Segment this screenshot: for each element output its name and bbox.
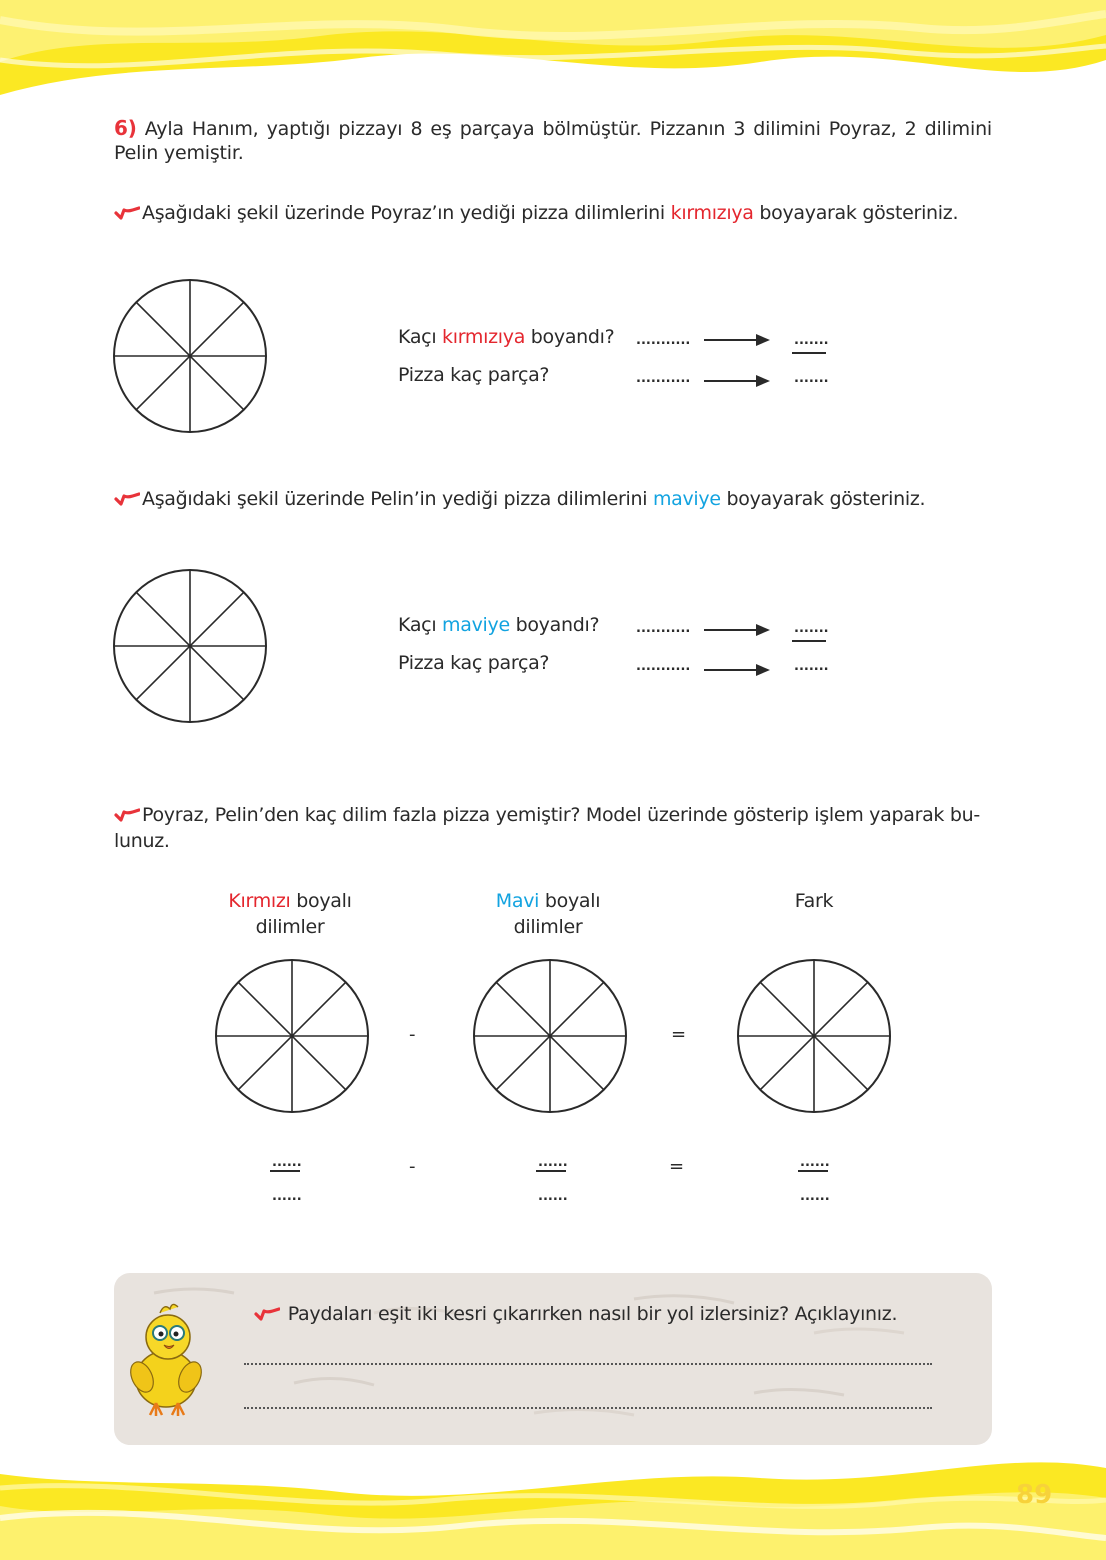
fraction-bar (792, 640, 826, 642)
chick-mascot-icon (122, 1299, 210, 1419)
bottom-wave-decoration (0, 1448, 1106, 1560)
fraction-denominator-blank[interactable]: ....... (794, 659, 829, 674)
checkmark-icon (114, 806, 140, 822)
reflection-box (114, 1273, 992, 1445)
column-header-difference: Fark (794, 890, 834, 912)
pizza-poyraz[interactable] (112, 278, 268, 434)
fraction-numerator-blank[interactable]: ....... (794, 621, 829, 636)
texture-decoration (114, 1273, 992, 1445)
arrow-right-icon (704, 374, 770, 388)
arrow-right-icon (704, 333, 770, 347)
fraction-numerator-blank[interactable]: ....... (794, 333, 829, 348)
question-row-blue-count: Kaçı maviye boyandı? (398, 614, 600, 636)
arrow-right-icon (704, 663, 770, 677)
arrow-right-icon (704, 623, 770, 637)
fraction-denominator-blank[interactable]: ...... (800, 1189, 830, 1204)
fraction-bar (270, 1170, 300, 1172)
fraction-numerator-blank[interactable]: ...... (800, 1155, 830, 1170)
pizza-red-slices[interactable] (214, 958, 370, 1114)
answer-blank[interactable]: ........... (636, 371, 691, 386)
equals-sign: = (669, 1156, 685, 1177)
question-row-red-count: Kaçı kırmızıya boyandı? (398, 326, 615, 348)
fraction-bar (792, 352, 826, 354)
checkmark-icon (254, 1305, 280, 1321)
checkmark-icon (114, 204, 140, 220)
answer-blank[interactable]: ........... (636, 333, 691, 348)
fraction-denominator-blank[interactable]: ....... (794, 371, 829, 386)
equals-sign: = (671, 1024, 687, 1045)
pizza-blue-slices[interactable] (472, 958, 628, 1114)
instruction-pelin: Aşağıdaki şekil üzerinde Pelin’in yediği pizza dilimlerini maviye boyayarak gösteriniz. (114, 488, 925, 510)
question-number: 6) (114, 116, 137, 140)
question-row-total-pieces: Pizza kaç parça? (398, 364, 550, 386)
minus-sign: - (409, 1024, 416, 1045)
instruction-poyraz: Aşağıdaki şekil üzerinde Poyraz’ın yediği pizza dilimlerini kırmızıya boyayarak gösteriniz. (114, 202, 958, 224)
fraction-numerator-blank[interactable]: ...... (272, 1155, 302, 1170)
fraction-denominator-blank[interactable]: ...... (272, 1189, 302, 1204)
column-header-red: Kırmızı boyalı dilimler (228, 890, 352, 938)
top-wave-decoration (0, 0, 1106, 105)
answer-line[interactable] (244, 1407, 932, 1409)
pizza-pelin[interactable] (112, 568, 268, 724)
question-body: Ayla Hanım, yaptığı pizzayı 8 eş parçaya bölmüştür. Pizzanın 3 dilimini Poyraz, 2 dilimini Pelin yemiştir. (114, 118, 992, 164)
instruction-difference: Poyraz, Pelin’den kaç dilim fazla pizza yemiştir? Model üzerinde gösterip işlem yaparak bu- lunuz. (114, 804, 980, 852)
fraction-numerator-blank[interactable]: ...... (538, 1155, 568, 1170)
answer-line[interactable] (244, 1363, 932, 1365)
pizza-difference[interactable] (736, 958, 892, 1114)
answer-blank[interactable]: ........... (636, 621, 691, 636)
minus-sign: - (409, 1156, 416, 1177)
fraction-denominator-blank[interactable]: ...... (538, 1189, 568, 1204)
page-number: 89 (1016, 1480, 1053, 1510)
fraction-bar (536, 1170, 566, 1172)
question-row-total-pieces: Pizza kaç parça? (398, 652, 550, 674)
fraction-bar (798, 1170, 828, 1172)
question-text (114, 116, 992, 165)
column-header-blue: Mavi boyalı dilimler (495, 890, 601, 938)
reflection-question: Paydaları eşit iki kesri çıkarırken nasıl bir yol izlersiniz? Açıklayınız. (254, 1303, 897, 1325)
answer-blank[interactable]: ........... (636, 659, 691, 674)
checkmark-icon (114, 490, 140, 506)
